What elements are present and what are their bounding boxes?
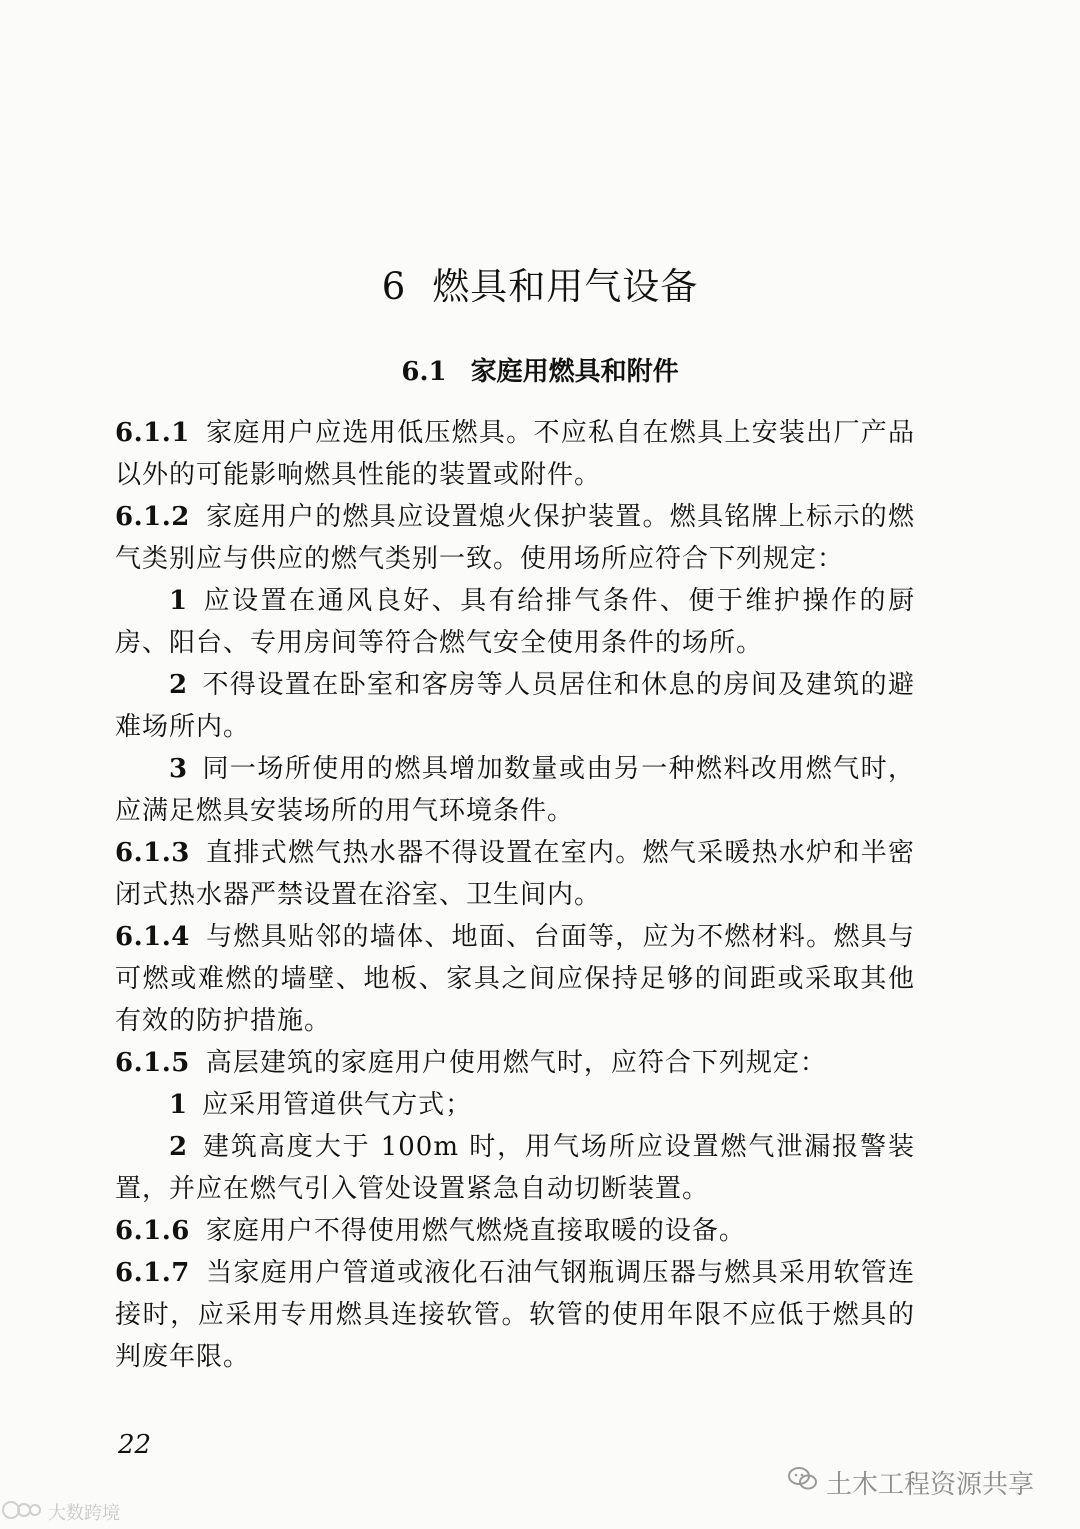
watermark-wechat [788, 1462, 1034, 1502]
clause-6-1-2 [115, 496, 915, 580]
clause-6-1-2-item-1 [115, 580, 915, 664]
section-number: 6.1 [401, 357, 447, 387]
item-number: 1 [169, 586, 189, 616]
clause-6-1-2-item-2 [115, 664, 915, 748]
clause-number: 6.1.3 [115, 838, 190, 868]
clause-6-1-5-item-1 [115, 1084, 915, 1126]
chapter-number: 6 [381, 265, 407, 308]
clause-text: 直排式燃气热水器不得设置在室内。燃气采暖热水炉和半密闭式热水器严禁设置在浴室、卫生间内。 [115, 838, 915, 910]
clause-6-1-1 [115, 412, 915, 496]
watermark-text: 大数跨境 [48, 1503, 120, 1524]
clause-6-1-6 [115, 1210, 915, 1252]
item-text: 应设置在通风良好、具有给排气条件、便于维护操作的厨房、阳台、专用房间等符合燃气安全使用条件的场所。 [115, 586, 915, 658]
page-number: 22 [118, 1430, 152, 1460]
clause-number: 6.1.4 [115, 922, 190, 952]
watermark-text: 土木工程资源共享 [826, 1469, 1035, 1500]
clause-6-1-3 [115, 832, 915, 916]
section-title: 家庭用燃具和附件 [470, 357, 679, 387]
clause-6-1-7 [115, 1252, 915, 1378]
item-number: 2 [169, 670, 189, 700]
clause-number: 6.1.2 [115, 502, 190, 532]
item-text: 应采用管道供气方式； [202, 1090, 473, 1120]
clause-number: 6.1.6 [115, 1216, 190, 1246]
clause-text: 家庭用户的燃具应设置熄火保护装置。燃具铭牌上标示的燃气类别应与供应的燃气类别一致。使用场所应符合下列规定： [115, 502, 915, 574]
clause-text: 与燃具贴邻的墙体、地面、台面等，应为不燃材料。燃具与可燃或难燃的墙壁、地板、家具之间应保持足够的间距或采取其他有效的防护措施。 [115, 922, 915, 1036]
item-number: 1 [169, 1090, 189, 1120]
clause-6-1-5-item-2 [115, 1126, 915, 1210]
document-body [115, 412, 915, 1378]
clause-6-1-2-item-3 [115, 748, 915, 832]
clause-text: 家庭用户应选用低压燃具。不应私自在燃具上安装出厂产品以外的可能影响燃具性能的装置或附件。 [115, 418, 915, 490]
clause-number: 6.1.7 [115, 1258, 190, 1288]
clause-text: 家庭用户不得使用燃气燃烧直接取暖的设备。 [205, 1216, 746, 1246]
item-text: 不得设置在卧室和客房等人员居住和休息的房间及建筑的避难场所内。 [115, 670, 915, 742]
item-text: 建筑高度大于 100m 时，用气场所应设置燃气泄漏报警装置，并应在燃气引入管处设置紧急自动切断装置。 [115, 1132, 915, 1204]
item-number: 2 [169, 1132, 189, 1162]
logo-icon [0, 1499, 44, 1526]
chapter-heading [0, 262, 1080, 312]
wechat-icon [788, 1466, 818, 1499]
clause-6-1-5 [115, 1042, 915, 1084]
clause-text: 高层建筑的家庭用户使用燃气时，应符合下列规定： [205, 1048, 827, 1078]
chapter-title: 燃具和用气设备 [432, 265, 699, 308]
clause-number: 6.1.5 [115, 1048, 190, 1078]
item-text: 同一场所使用的燃具增加数量或由另一种燃料改用燃气时，应满足燃具安装场所的用气环境条件。 [115, 754, 915, 826]
watermark-logo [0, 1495, 120, 1529]
clause-number: 6.1.1 [115, 418, 190, 448]
section-heading [0, 352, 1080, 392]
clause-6-1-4 [115, 916, 915, 1042]
clause-text: 当家庭用户管道或液化石油气钢瓶调压器与燃具采用软管连接时，应采用专用燃具连接软管。软管的使用年限不应低于燃具的判废年限。 [115, 1258, 915, 1372]
item-number: 3 [169, 754, 189, 784]
